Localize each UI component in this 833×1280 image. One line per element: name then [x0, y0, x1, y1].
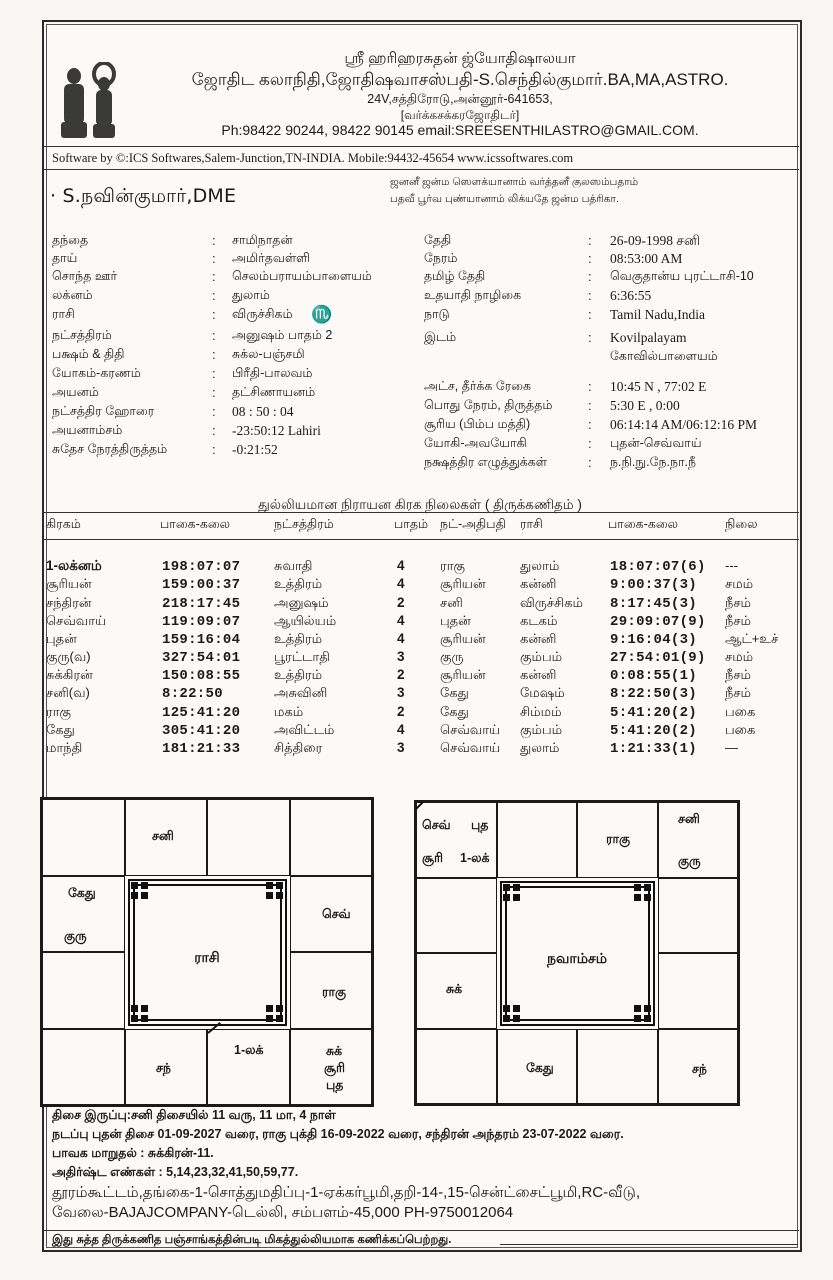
corner-knot-icon — [131, 1005, 149, 1023]
table-cell: கன்னி — [520, 576, 557, 591]
info-value: தட்சிணாயனம் — [232, 385, 316, 399]
table-cell: விருச்சிகம் — [520, 595, 583, 610]
info-value: அமிர்தவள்ளி — [232, 251, 310, 265]
table-header-cell: பாகை-கலை — [160, 517, 231, 531]
table-cell: புதன் — [440, 613, 471, 628]
house-r0c2 — [207, 799, 290, 876]
table-cell: சனி — [440, 595, 463, 610]
info-label: தாய் — [52, 251, 78, 265]
planet-name: கேது — [46, 722, 75, 737]
table-cell: 9:00:37(3) — [610, 577, 698, 593]
house-r1c0 — [416, 878, 497, 954]
table-cell: 327:54:01 — [162, 650, 241, 666]
info-colon: : — [588, 455, 592, 470]
info-label: அயனாம்சம் — [52, 423, 123, 437]
table-cell: 305:41:20 — [162, 723, 241, 739]
chart-title: ராசி — [194, 949, 220, 966]
table-cell: பகை — [725, 704, 756, 719]
planet-name: சூரியன் — [46, 576, 92, 591]
table-cell: துலாம் — [520, 558, 560, 573]
info-colon: : — [212, 269, 216, 284]
divider — [44, 169, 799, 170]
table-cell: 8:17:45(3) — [610, 596, 698, 612]
table-header-cell: பாகை-கலை — [608, 517, 679, 531]
planet-label: குரு — [64, 929, 87, 943]
chart-title: நவாம்சம் — [547, 950, 607, 967]
scorpio-sign-icon: ♏ — [311, 305, 333, 324]
table-cell: கடகம் — [520, 613, 558, 628]
table-cell: நீசம் — [725, 613, 751, 628]
info-value: Tamil Nadu,India — [610, 307, 706, 322]
lucky-numbers: அதிர்ஷ்ட எண்கள் : 5,14,23,32,41,50,59,77. — [52, 1165, 299, 1179]
planet-label: சூரி — [422, 851, 443, 865]
planet-label: சந் — [156, 1061, 171, 1075]
dasa-balance: திசை இருப்பு:சனி திசையில் 11 வரு, 11 மா, 4 நாள் — [52, 1108, 336, 1122]
info-value: விருச்சிகம் — [232, 307, 293, 321]
blessing-line-2: பதவீ பூர்வ புண்யானாம் லிக்யதே ஜன்ம பத்ரிகா. — [390, 193, 619, 205]
table-cell: பகை — [725, 722, 756, 737]
info-label: பொது நேரம், திருத்தம் — [424, 398, 553, 412]
table-cell: 5:41:20(2) — [610, 723, 698, 739]
planet-label: 1-லக் — [234, 1043, 264, 1057]
info-colon: : — [212, 423, 216, 438]
info-colon: : — [588, 330, 592, 345]
table-cell: கேது — [440, 685, 469, 700]
info-label: நேரம் — [424, 251, 458, 265]
divider — [500, 1244, 798, 1245]
astrologer-address: 24V,சத்திரோடு,அன்னூர்-641653, — [367, 92, 553, 106]
table-header-cell: நிலை — [725, 517, 758, 531]
table-cell: கும்பம் — [520, 649, 563, 664]
planet-label: சூரி — [324, 1061, 345, 1075]
info-value: அனுஷம் பாதம் 2 — [232, 328, 333, 342]
table-cell: நீசம் — [725, 667, 751, 682]
table-cell: உத்திரம் — [274, 631, 323, 646]
info-label: யோகம்-கரணம் — [52, 366, 141, 380]
info-colon: : — [588, 436, 592, 451]
info-colon: : — [588, 398, 592, 413]
table-header-cell: நட்சத்திரம் — [274, 517, 334, 531]
table-cell: 4 — [397, 558, 405, 573]
info-label: சூரிய (பிம்ப மத்தி) — [424, 417, 531, 431]
planet-label: புத — [326, 1078, 344, 1092]
table-cell: அசுவினி — [274, 685, 328, 700]
info-label: யோகி-அவயோகி — [424, 436, 527, 450]
info-colon: : — [212, 233, 216, 248]
divider — [44, 512, 799, 513]
planet-name: 1-லக்னம் — [46, 558, 102, 573]
info-colon: : — [212, 404, 216, 419]
planet-label: புத — [471, 818, 489, 832]
table-cell: 0:08:55(1) — [610, 668, 698, 684]
planet-name: ராகு — [46, 704, 71, 719]
table-cell: சமம் — [725, 576, 754, 591]
planet-label: ராகு — [322, 985, 347, 999]
table-cell: ஆயில்யம் — [274, 613, 337, 628]
planet-name: சனி(வ) — [46, 685, 90, 700]
table-cell: 3 — [397, 649, 405, 664]
divider — [44, 1230, 799, 1231]
info-label: நட்சத்திர ஹோரை — [52, 404, 155, 418]
table-cell: 3 — [397, 685, 405, 700]
table-cell: 4 — [397, 631, 405, 646]
table-cell: ராகு — [440, 558, 465, 573]
house-r1c3 — [658, 878, 739, 954]
info-value: 08 : 50 : 04 — [232, 404, 294, 419]
house-r2c3 — [658, 953, 739, 1029]
table-cell: 4 — [397, 576, 405, 591]
planet-label: சனி — [152, 829, 174, 843]
table-cell: 27:54:01(9) — [610, 650, 706, 666]
info-colon: : — [588, 379, 592, 394]
table-cell: கன்னி — [520, 667, 557, 682]
planet-label: சந் — [692, 1062, 707, 1076]
table-cell: 5:41:20(2) — [610, 705, 698, 721]
table-header-cell: பாதம் — [394, 517, 429, 531]
info-label: லக்னம் — [52, 288, 93, 302]
table-cell: அவிட்டம் — [274, 722, 335, 737]
planet-name: சந்திரன் — [46, 595, 92, 610]
info-value: 08:53:00 AM — [610, 251, 683, 266]
table-cell: 9:16:04(3) — [610, 632, 698, 648]
info-colon: : — [588, 417, 592, 432]
info-value: புதன்-செவ்வாய் — [610, 436, 702, 450]
info-colon: : — [588, 288, 592, 303]
house-r2c0 — [42, 952, 125, 1029]
planet-name: மாந்தி — [46, 740, 83, 755]
table-cell: சூரியன் — [440, 631, 486, 646]
info-label: அட்ச, தீர்க்க ரேகை — [424, 379, 532, 393]
house-r3c2 — [207, 1029, 290, 1106]
corner-knot-icon — [266, 1005, 284, 1023]
planet-name: செவ்வாய் — [46, 613, 107, 628]
info-value-tamil: கோவில்பாளையம் — [610, 349, 718, 363]
info-colon: : — [588, 307, 592, 322]
table-cell: 4 — [397, 613, 405, 628]
table-cell: அனுஷம் — [274, 595, 329, 610]
corner-knot-icon — [503, 884, 521, 902]
table-cell: செவ்வாய் — [440, 740, 501, 755]
table-cell: 18:07:07(6) — [610, 559, 706, 575]
table-cell: 159:00:37 — [162, 577, 241, 593]
info-label: பக்ஷம் & திதி — [52, 347, 125, 361]
planet-label: சனி — [678, 812, 700, 826]
info-value: வெகுதான்ய புரட்டாசி-10 — [610, 269, 754, 283]
table-cell: சித்திரை — [274, 740, 323, 755]
planet-label: சுக் — [326, 1044, 343, 1058]
info-value: ந.நி.நு.நே.நா.நீ — [610, 455, 696, 469]
info-colon: : — [212, 328, 216, 343]
info-value: Kovilpalayam — [610, 330, 687, 345]
astrologer-firm-name: ஸ்ரீ ஹரிஹரசுதன் ஜ்யோதிஷாலயா — [344, 50, 576, 67]
table-cell: மேஷம் — [520, 685, 565, 700]
info-value: துலாம் — [232, 288, 270, 302]
table-cell: 1:21:33(1) — [610, 741, 698, 757]
table-cell: 218:17:45 — [162, 596, 241, 612]
info-colon: : — [588, 233, 592, 248]
chart-center — [128, 879, 287, 1026]
info-colon: : — [212, 347, 216, 362]
table-header-cell: கிரகம் — [46, 517, 81, 531]
house-r3c2 — [577, 1029, 658, 1105]
house-r0c3 — [290, 799, 373, 876]
table-cell: உத்திரம் — [274, 576, 323, 591]
info-value: சுக்ல-பஞ்சமி — [232, 347, 305, 361]
navamsa-chart — [414, 800, 740, 1106]
info-colon: : — [212, 288, 216, 303]
info-colon: : — [212, 307, 216, 322]
planet-name: புதன் — [46, 631, 77, 646]
planet-name: சுக்கிரன் — [46, 667, 93, 682]
table-cell: பூரட்டாதி — [274, 649, 330, 664]
table-cell: 198:07:07 — [162, 559, 241, 575]
planet-table-title: துல்லியமான நிராயன கிரக நிலைகள் ( திருக்கணிதம் ) — [258, 497, 582, 512]
corner-knot-icon — [131, 882, 149, 900]
table-cell: குரு — [440, 649, 464, 664]
info-label: சுதேச நேரத்திருத்தம் — [52, 442, 168, 456]
astrologer-name-title: ஜோதிட கலாநிதி,ஜோதிஷவாசஸ்பதி-S.செந்தில்குமார்.BA,MA,ASTRO. — [191, 70, 729, 89]
planet-label: ராகு — [606, 832, 631, 846]
table-cell: 2 — [397, 595, 405, 610]
accuracy-note: இது சுத்த திருக்கணித பஞ்சாங்கத்தின்படி மிகத்துல்லியமாக கணிக்கப்பெற்றது. — [52, 1234, 452, 1246]
info-value: 26-09-1998 சனி — [610, 233, 700, 248]
info-colon: : — [588, 269, 592, 284]
rasi-chart — [40, 797, 374, 1107]
planet-name: குரு(வ) — [46, 649, 91, 664]
current-dasa: நடப்பு புதன் திசை 01-09-2027 வரை, ராகு புக்தி 16-09-2022 வரை, சந்திரன் அந்தரம் 23-07-2022 வரை. — [52, 1127, 624, 1141]
house-r3c0 — [42, 1029, 125, 1106]
table-cell: 119:09:07 — [162, 614, 241, 630]
info-colon: : — [212, 385, 216, 400]
table-header-cell: நட்-அதிபதி — [440, 517, 506, 531]
info-value: 10:45 N , 77:02 E — [610, 379, 707, 394]
table-cell: --- — [725, 558, 738, 573]
info-label: தந்தை — [52, 233, 89, 247]
table-cell: நீசம் — [725, 595, 751, 610]
divider — [44, 146, 799, 147]
info-value: செலம்பராயம்பாளையம் — [232, 269, 372, 283]
table-cell: சுவாதி — [274, 558, 313, 573]
table-header-cell: ராசி — [520, 517, 543, 531]
info-value: பிரீதி-பாலவம் — [232, 366, 313, 380]
job-details: வேலை-BAJAJCOMPANY-டெல்லி, சம்பளம்-45,000 PH-9750012064 — [52, 1204, 514, 1221]
info-colon: : — [212, 251, 216, 266]
info-value: 5:30 E , 0:00 — [610, 398, 680, 413]
table-cell: மகம் — [274, 704, 304, 719]
planet-label: குரு — [678, 854, 701, 868]
planet-label: சுக் — [446, 982, 463, 996]
bhava-change: பாவக மாறுதல் : சுக்கிரன்-11. — [52, 1146, 214, 1160]
table-cell: 3 — [397, 740, 405, 755]
info-label: சொந்த ஊர் — [52, 269, 118, 283]
corner-knot-icon — [634, 1005, 652, 1023]
table-cell: 150:08:55 — [162, 668, 241, 684]
info-value: -0:21:52 — [232, 442, 278, 457]
planet-label: 1-லக் — [460, 851, 490, 865]
blessing-line-1: ஜனனீ ஜன்ம ஸௌக்யானாம் வர்த்தனீ குலஸம்பதாம் — [390, 176, 639, 188]
table-cell: 125:41:20 — [162, 705, 241, 721]
info-colon: : — [212, 442, 216, 457]
planet-label: செவ் — [322, 907, 351, 921]
table-cell: 2 — [397, 667, 405, 682]
astrologer-specialty: [வர்க்கசக்கரஜோதிடர்] — [400, 108, 520, 122]
planet-label: கேது — [526, 1061, 554, 1075]
table-cell: கன்னி — [520, 631, 557, 646]
info-label: ராசி — [52, 307, 75, 321]
table-cell: கும்பம் — [520, 722, 563, 737]
corner-knot-icon — [503, 1005, 521, 1023]
table-cell: ஆட்+உச் — [725, 631, 779, 646]
info-value: சாமிநாதன் — [232, 233, 293, 247]
planet-label: கேது — [68, 886, 96, 900]
table-cell: சமம் — [725, 649, 754, 664]
table-cell: நீசம் — [725, 685, 751, 700]
info-colon: : — [588, 251, 592, 266]
info-value: 6:36:55 — [610, 288, 652, 303]
table-cell: 8:22:50 — [162, 686, 223, 702]
table-cell: சூரியன் — [440, 667, 486, 682]
info-value: 06:14:14 AM/06:12:16 PM — [610, 417, 758, 432]
table-cell: கேது — [440, 704, 469, 719]
table-cell: 2 — [397, 704, 405, 719]
table-cell: — — [725, 740, 738, 755]
chart-center — [500, 881, 655, 1026]
info-label: அயனம் — [52, 385, 99, 399]
table-cell: 181:21:33 — [162, 741, 241, 757]
table-cell: 4 — [397, 722, 405, 737]
person-name-text: S.நவின்குமார்,DME — [62, 185, 237, 207]
info-label: தமிழ் தேதி — [424, 269, 486, 283]
table-cell: செவ்வாய் — [440, 722, 501, 737]
info-label: நாடு — [424, 307, 450, 321]
info-label: உதயாதி நாழிகை — [424, 288, 522, 302]
corner-knot-icon — [634, 884, 652, 902]
astrologer-contact: Ph:98422 90244, 98422 90145 email:SREESENTHILASTRO@GMAIL.COM. — [221, 122, 699, 138]
table-cell: சூரியன் — [440, 576, 486, 591]
family-details: தூரம்கூட்டம்,தங்கை-1-சொத்துமதிப்பு-1-ஏக்கர்பூமி,தறி-14-,15-சென்ட்சைட்பூமி,RC-வீடு, — [52, 1184, 641, 1201]
person-name: · S.நவின்குமார்,DME — [50, 185, 237, 207]
table-cell: சிம்மம் — [520, 704, 562, 719]
corner-knot-icon — [266, 882, 284, 900]
info-value: -23:50:12 Lahiri — [232, 423, 321, 438]
table-cell: 8:22:50(3) — [610, 686, 698, 702]
planet-label: செவ் — [422, 818, 451, 832]
table-cell: 159:16:04 — [162, 632, 241, 648]
deity-logo-image — [58, 62, 120, 142]
house-r0c1 — [497, 802, 578, 878]
info-label: இடம் — [424, 330, 457, 344]
table-cell: 29:09:07(9) — [610, 614, 706, 630]
house-r3c0 — [416, 1029, 497, 1105]
table-cell: உத்திரம் — [274, 667, 323, 682]
software-credit: Software by ©:ICS Softwares,Salem-Junction,TN-INDIA. Mobile:94432-45654 www.icssoftwares.com — [52, 151, 574, 165]
info-label: நக்ஷத்திர எழுத்துக்கள் — [424, 455, 548, 469]
info-colon: : — [212, 366, 216, 381]
info-label: நட்சத்திரம் — [52, 328, 112, 342]
house-r0c0 — [42, 799, 125, 876]
divider — [44, 539, 799, 540]
info-label: தேதி — [424, 233, 452, 247]
table-cell: துலாம் — [520, 740, 560, 755]
